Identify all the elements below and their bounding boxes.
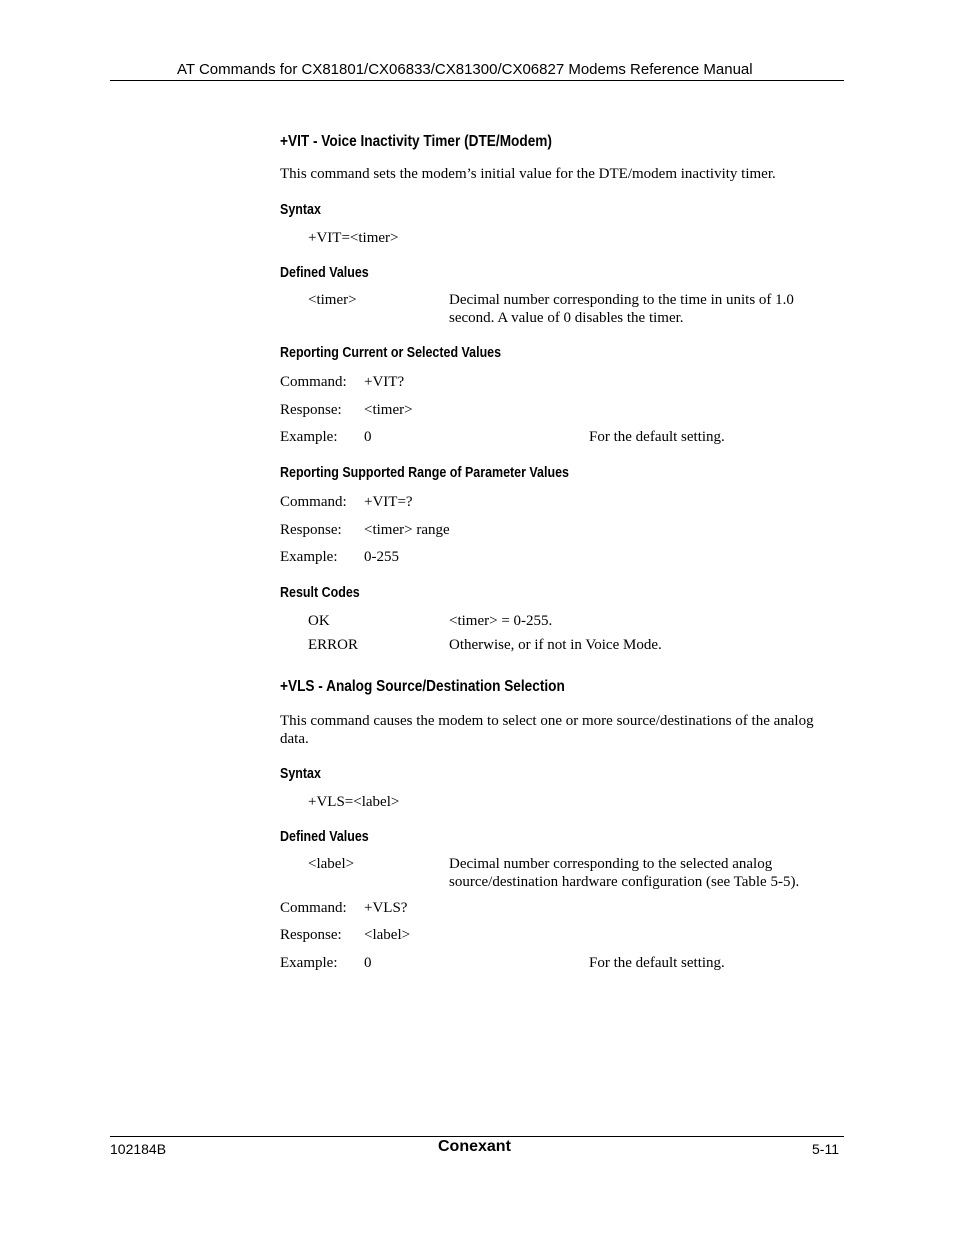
footer-page-number: 5-11 — [812, 1141, 839, 1157]
vls-defined-term: <label> — [308, 856, 355, 872]
header-rule — [110, 80, 844, 81]
vls-command: +VLS? — [364, 900, 408, 916]
vls-defined-desc-line2: source/destination hardware configuration (see Table 5-5). — [449, 874, 800, 890]
vls-defined-desc-line1: Decimal number corresponding to the selected analog — [449, 856, 773, 872]
vls-intro: This command causes the modem to select one or more source/destinations of the analog data. — [280, 713, 814, 747]
vit-range-response-label: Response: — [280, 522, 342, 538]
vit-current-example-note: For the default setting. — [589, 429, 725, 445]
vit-range-example-label: Example: — [280, 549, 338, 565]
footer-company: Conexant — [438, 1138, 511, 1155]
vit-current-command: +VIT? — [364, 374, 405, 390]
vls-defined-heading: Defined Values — [280, 829, 369, 845]
vit-range-response: <timer> range — [364, 522, 450, 538]
result-code: OK — [308, 613, 330, 629]
vit-heading: +VIT - Voice Inactivity Timer (DTE/Modem) — [280, 133, 552, 150]
vls-syntax-heading: Syntax — [280, 766, 321, 782]
vls-command-label: Command: — [280, 900, 347, 916]
vit-current-example-label: Example: — [280, 429, 338, 445]
vls-example-note: For the default setting. — [589, 955, 725, 971]
vls-heading: +VLS - Analog Source/Destination Selection — [280, 678, 565, 695]
vit-intro: This command sets the modem’s initial value for the DTE/modem inactivity timer. — [280, 166, 776, 182]
vit-defined-desc-line2: second. A value of 0 disables the timer. — [449, 310, 684, 326]
vls-syntax: +VLS=<label> — [308, 794, 400, 810]
vit-range-command-label: Command: — [280, 494, 347, 510]
vit-defined-term: <timer> — [308, 292, 357, 308]
running-header: AT Commands for CX81801/CX06833/CX81300/CX06827 Modems Reference Manual — [177, 61, 753, 78]
vls-response: <label> — [364, 927, 411, 943]
vls-response-label: Response: — [280, 927, 342, 943]
vit-reporting-current-heading: Reporting Current or Selected Values — [280, 345, 502, 361]
vit-current-command-label: Command: — [280, 374, 347, 390]
footer-doc-number: 102184B — [110, 1141, 167, 1157]
vit-defined-heading: Defined Values — [280, 265, 369, 281]
vit-syntax-heading: Syntax — [280, 202, 321, 218]
vit-reporting-range-heading: Reporting Supported Range of Parameter Values — [280, 465, 569, 481]
vls-example-label: Example: — [280, 955, 338, 971]
vit-range-command: +VIT=? — [364, 494, 413, 510]
result-desc: Otherwise, or if not in Voice Mode. — [449, 637, 662, 653]
vit-current-response-label: Response: — [280, 402, 342, 418]
result-desc: <timer> = 0-255. — [449, 613, 553, 629]
vit-range-example: 0-255 — [364, 549, 399, 565]
vit-syntax: +VIT=<timer> — [308, 230, 399, 246]
vit-result-heading: Result Codes — [280, 585, 360, 601]
result-code: ERROR — [308, 637, 359, 653]
vls-example: 0 — [364, 955, 372, 971]
vit-current-example: 0 — [364, 429, 372, 445]
vit-current-response: <timer> — [364, 402, 413, 418]
vit-defined-desc-line1: Decimal number corresponding to the time in units of 1.0 — [449, 292, 794, 308]
footer-rule — [110, 1136, 844, 1137]
